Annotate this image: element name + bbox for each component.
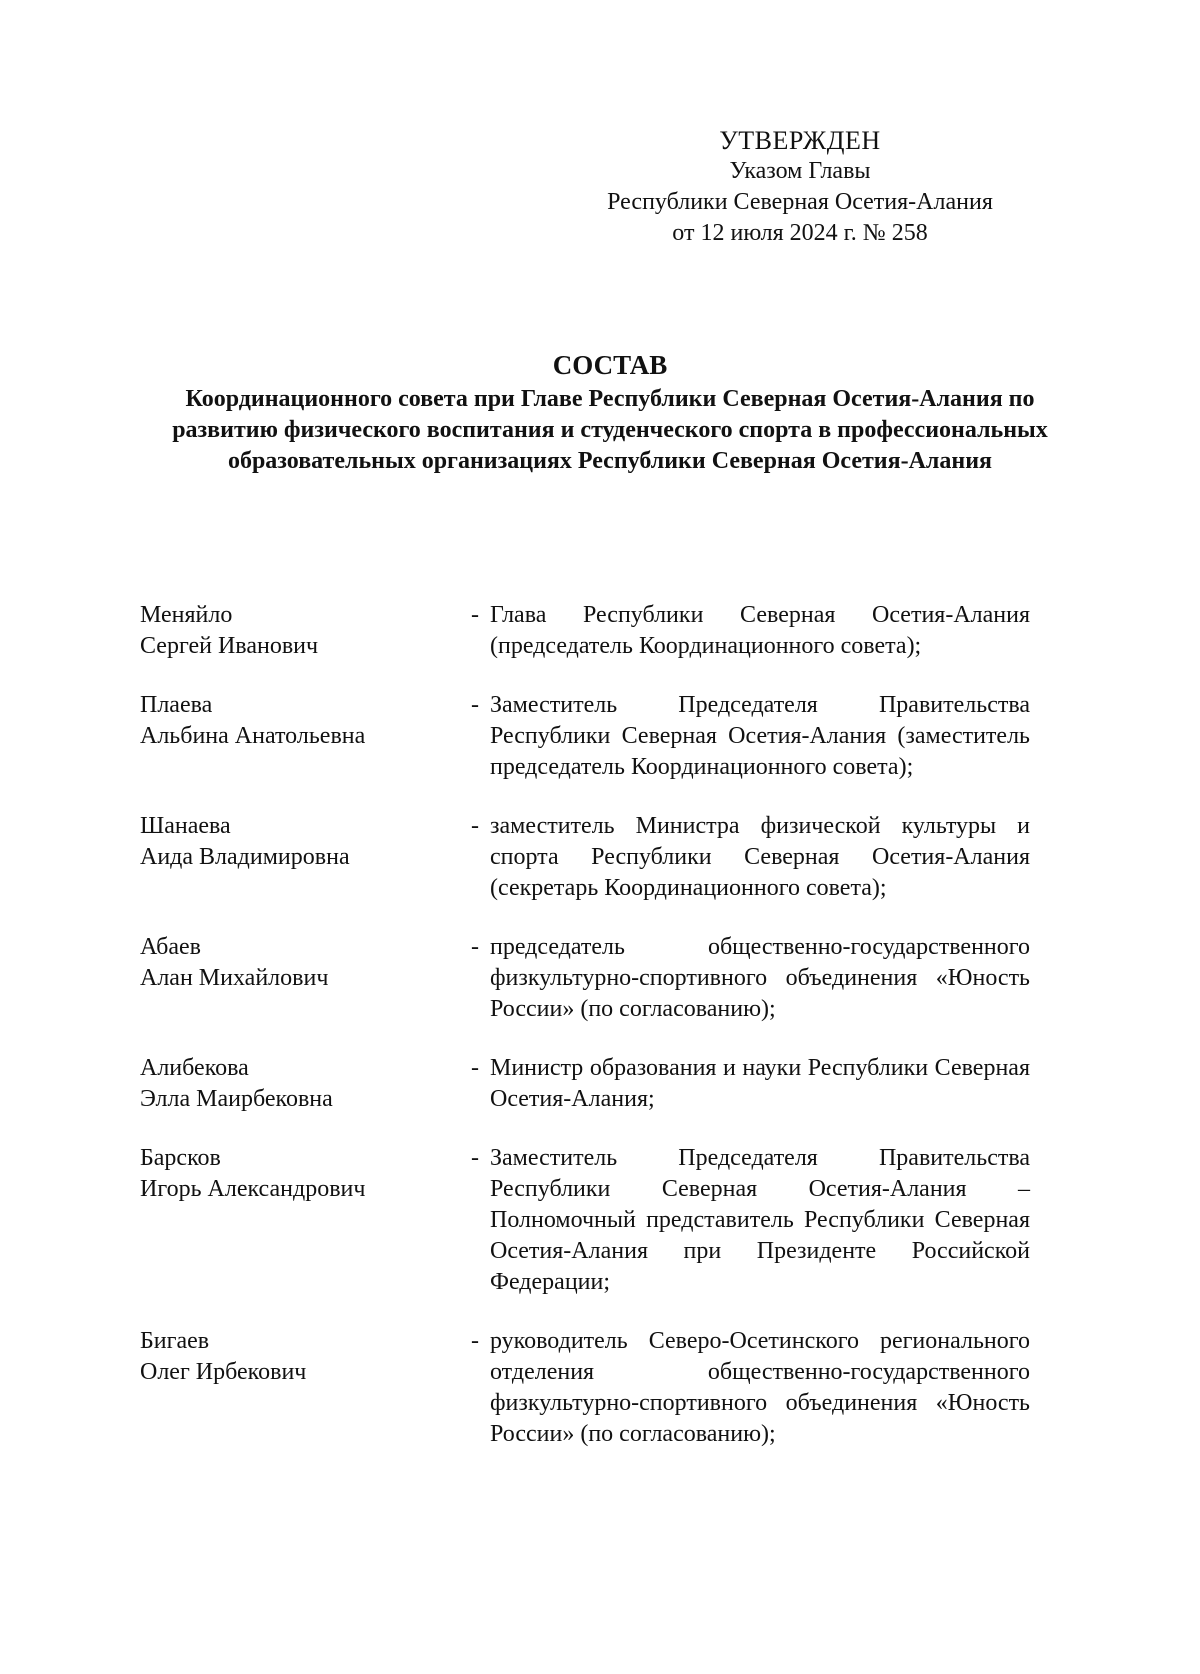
member-row — [140, 811, 1040, 904]
member-surname: Абаев — [140, 934, 201, 960]
title-subtitle: Координационного совета при Главе Республики Северная Осетия-Алания по развитию физического воспитания и студенческого спорта в профессиональных образовательных организациях Республики Северная Осетия-Алания — [172, 386, 1048, 474]
member-given-name: Альбина Анатольевна — [140, 723, 366, 749]
approval-heading: УТВЕРЖДЕН — [719, 126, 881, 155]
member-role: Заместитель Председателя Правительства Республики Северная Осетия-Алания (заместитель председатель Координационного совета); — [490, 692, 1030, 780]
approval-stamp — [560, 125, 1040, 249]
member-surname: Меняйло — [140, 602, 233, 628]
member-surname: Плаева — [140, 692, 213, 718]
member-dash: - — [471, 602, 479, 628]
member-given-name: Аида Владимировна — [140, 844, 350, 870]
member-dash: - — [471, 934, 479, 960]
member-given-name: Алан Михайлович — [140, 965, 329, 991]
member-given-name: Игорь Александрович — [140, 1176, 366, 1202]
member-row — [140, 932, 1040, 1025]
approval-line-3: от 12 июля 2024 г. № 258 — [672, 220, 928, 246]
approval-line-1: Указом Главы — [729, 158, 871, 184]
member-name — [140, 1143, 460, 1298]
document-title — [150, 348, 1070, 477]
member-row — [140, 1143, 1040, 1298]
member-role: председатель общественно-государственного физкультурно-спортивного объединения «Юность России» (по согласованию); — [490, 934, 1030, 1022]
member-row — [140, 1053, 1040, 1115]
member-surname: Шанаева — [140, 813, 231, 839]
member-name — [140, 811, 460, 904]
member-given-name: Олег Ирбекович — [140, 1359, 307, 1385]
member-name — [140, 600, 460, 662]
member-name — [140, 1326, 460, 1450]
member-dash: - — [471, 1055, 479, 1081]
member-row — [140, 1326, 1040, 1450]
member-surname: Бигаев — [140, 1328, 210, 1354]
member-row — [140, 600, 1040, 662]
member-dash: - — [471, 813, 479, 839]
member-surname: Барсков — [140, 1145, 221, 1171]
member-dash: - — [471, 1328, 479, 1354]
member-given-name: Элла Маирбековна — [140, 1086, 333, 1112]
members-list — [140, 600, 1040, 1478]
member-dash: - — [471, 692, 479, 718]
member-row — [140, 690, 1040, 783]
member-surname: Алибекова — [140, 1055, 249, 1081]
member-role: заместитель Министра физической культуры и спорта Республики Северная Осетия-Алания (секретарь Координационного совета); — [490, 813, 1030, 901]
member-name — [140, 1053, 460, 1115]
member-role: Глава Республики Северная Осетия-Алания (председатель Координационного совета); — [490, 602, 1030, 659]
title-heading: СОСТАВ — [552, 350, 668, 380]
member-role: Министр образования и науки Республики Северная Осетия-Алания; — [490, 1055, 1030, 1112]
member-name — [140, 690, 460, 783]
member-role: руководитель Северо-Осетинского регионального отделения общественно-государственного физкультурно-спортивного объединения «Юность России» (по согласованию); — [490, 1328, 1030, 1447]
member-role: Заместитель Председателя Правительства Республики Северная Осетия-Алания – Полномочный представитель Республики Северная Осетия-Алания при Президенте Российской Федерации; — [490, 1145, 1030, 1295]
member-dash: - — [471, 1145, 479, 1171]
member-given-name: Сергей Иванович — [140, 633, 319, 659]
approval-line-2: Республики Северная Осетия-Алания — [607, 189, 993, 215]
member-name — [140, 932, 460, 1025]
